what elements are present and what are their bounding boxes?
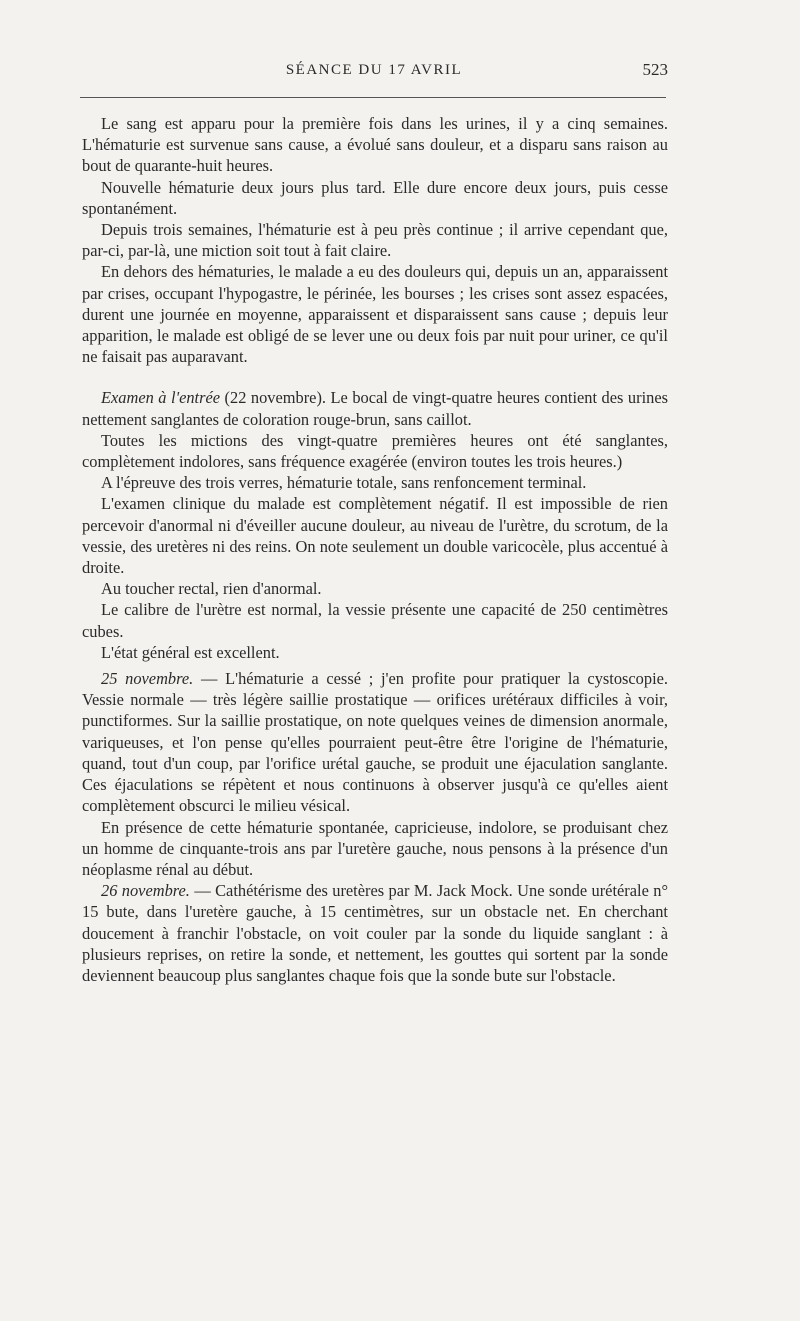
paragraph [82,668,668,816]
paragraph-text: L'état général est excellent. [101,642,280,662]
paragraph [82,880,668,986]
paragraph-text: Nouvelle hématurie deux jours plus tard. Elle dure encore deux jours, puis cesse spontanément. [82,177,668,218]
section-lead: 25 novembre. [101,669,194,689]
paragraph [82,387,668,429]
page-header [80,60,668,84]
running-title: SÉANCE DU 17 AVRIL [285,62,463,78]
paragraph [82,817,668,881]
paragraph [82,599,668,641]
paragraph [82,642,668,663]
paragraph-text: Le calibre de l'urètre est normal, la vessie présente une capacité de 250 centimètres cubes. [82,600,668,641]
paragraph-text: A l'épreuve des trois verres, hématurie totale, sans renfoncement terminal. [101,473,587,493]
paragraph-text: Toutes les mictions des vingt-quatre premières heures ont été sanglantes, complètement indolores, sans fréquence exagérée (environ toutes les trois heures.) [82,430,668,472]
section-lead: 26 novembre. [101,881,190,901]
paragraph-text: En présence de cette hématurie spontanée, capricieuse, indolore, se produisant chez un homme de cinquante-trois ans par l'uretère gauche, nous pensons à la présence d'un néoplasme rénal au début. [82,817,668,879]
header-rule [80,97,666,98]
paragraph [82,472,668,493]
paragraph-text: (22 novembre). Le bocal de vingt-quatre heures contient des urines nettement sanglantes de coloration rouge-brun, sans caillot. [82,388,668,429]
paragraph-text: En dehors des hématuries, le malade a eu des douleurs qui, depuis un an, apparaissent par crises, occupant l'hypogastre, le périnée, les bourses ; les crises sont assez espacées, durent une journée en moyenne, apparaissent et disparaissent sans cause ; depuis leur apparition, le malade est obligé de se lever une ou deux fois par nuit pour uriner, ce qu'il ne faisait pas auparavant. [82,262,668,367]
paragraph-text: Depuis trois semaines, l'hématurie est à peu près continue ; il arrive cependant que, par-ci, par-là, une miction soit tout à fait claire. [82,220,668,261]
paragraph [82,430,668,472]
body-text [82,113,668,986]
paragraph [82,113,668,177]
paragraph [82,578,668,599]
paragraph-text: — L'hématurie a cessé ; j'en profite pour pratiquer la cystoscopie. Vessie normale — très légère saillie prostatique — orifices urétéraux difficiles à voir, punctiformes. Sur la saillie prostatique, on note quelques veines de dimension anormale, variqueuses, et l'on pense qu'elles pourraient peut-être être l'origine de l'hématurie, quand, tout d'un coup, par l'orifice urétal gauche, se produit une éjaculation sanglante. Ces éjaculations se répètent et nous continuons à observer jusqu'à ce qu'elles aient complètement obscurci le milieu vésical. [82,669,668,816]
paragraph [82,493,668,578]
paragraph-text: Le sang est apparu pour la première fois dans les urines, il y a cinq semaines. L'hématurie est survenue sans cause, a évolué sans douleur, et a disparu sans raison au bout de quarante-huit heures. [82,114,668,176]
section-lead: Examen à l'entrée [101,388,221,408]
paragraph [82,261,668,367]
page-number: 523 [642,60,668,79]
paragraph-text: L'examen clinique du malade est complètement négatif. Il est impossible de rien percevoir d'anormal ni d'éveiller aucune douleur, au niveau de l'urètre, du scrotum, de la vessie, des uretères ni des reins. On note seulement un double varicocèle, plus accentué à droite. [82,494,668,578]
paragraph [82,177,668,219]
paragraph-text: Au toucher rectal, rien d'anormal. [101,579,322,599]
paragraph-text: — Cathétérisme des uretères par M. Jack Mock. Une sonde urétérale n° 15 bute, dans l'uretère gauche, à 15 centimètres, sur un obstacle net. En cherchant doucement à franchir l'obstacle, on voit couler par la sonde du liquide sanglant : à plusieurs reprises, on retire la sonde, et nettement, les gouttes qui sortent par la sonde deviennent beaucoup plus sanglantes chaque fois que la sonde bute sur l'obstacle. [82,881,669,985]
paragraph [82,219,668,261]
